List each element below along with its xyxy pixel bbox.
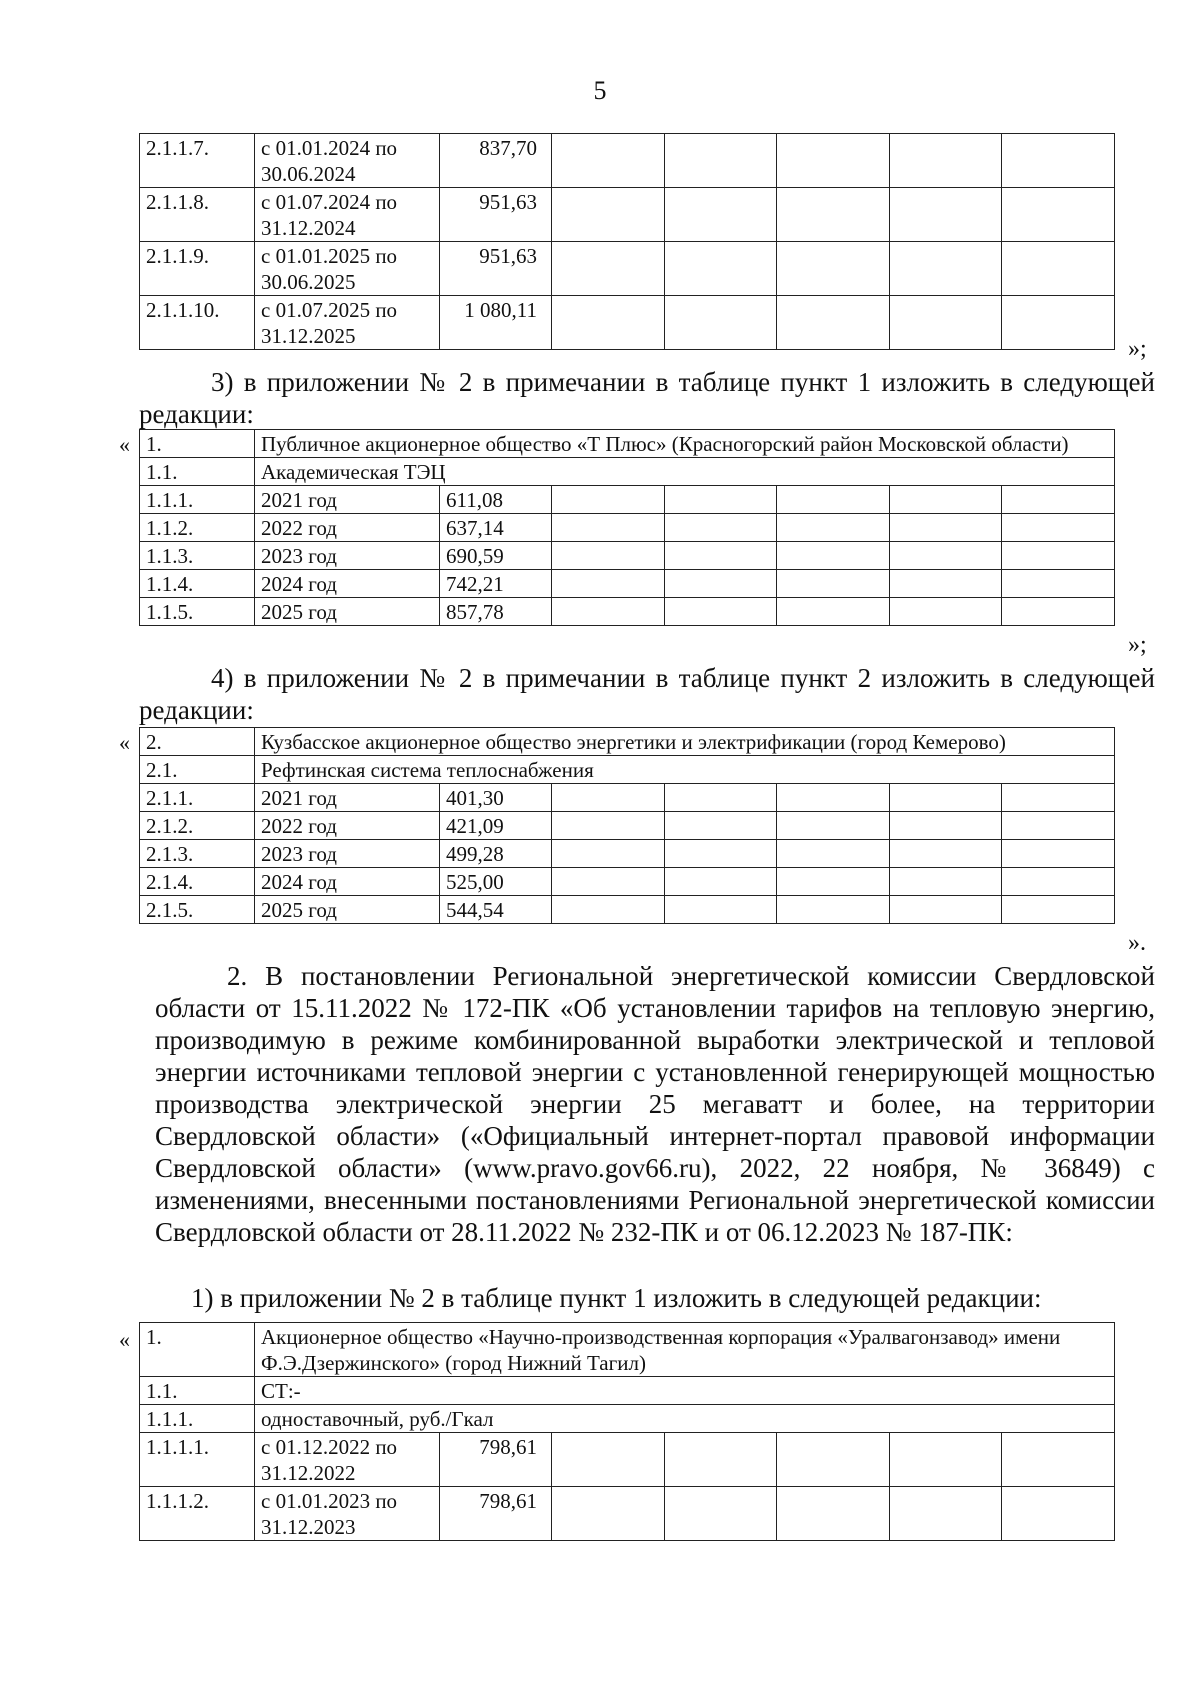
- empty-cell: [1002, 188, 1115, 242]
- empty-cell: [777, 486, 890, 514]
- table-row: [140, 570, 1115, 598]
- year-cell: 2025 год: [255, 598, 440, 626]
- item-code: 1.1.1.2.: [140, 1487, 255, 1541]
- period-start: с 01.07.2024 по: [261, 190, 398, 214]
- empty-cell: [665, 812, 777, 840]
- empty-cell: [552, 784, 665, 812]
- tariff-value: 857,78: [440, 598, 552, 626]
- item-code: 2.1.3.: [140, 840, 255, 868]
- tariff-value: 499,28: [440, 840, 552, 868]
- empty-cell: [1002, 812, 1115, 840]
- empty-cell: [1002, 542, 1115, 570]
- table-row: [140, 188, 1115, 242]
- empty-cell: [890, 134, 1002, 188]
- closing-quote: ».: [1128, 930, 1146, 956]
- empty-cell: [777, 134, 890, 188]
- empty-cell: [1002, 1433, 1115, 1487]
- item-code: 1.: [140, 1323, 255, 1377]
- period-cell: [255, 134, 440, 188]
- item-code: 2.1.2.: [140, 812, 255, 840]
- empty-cell: [552, 570, 665, 598]
- kuzbass-table: [139, 727, 1115, 924]
- table-row: [140, 598, 1115, 626]
- item-code: 2.: [140, 728, 255, 756]
- page-number: 5: [593, 76, 607, 105]
- empty-cell: [777, 812, 890, 840]
- year-cell: 2024 год: [255, 570, 440, 598]
- empty-cell: [890, 784, 1002, 812]
- empty-cell: [777, 1487, 890, 1541]
- empty-cell: [552, 296, 665, 350]
- uralvagonzavod-table: [139, 1322, 1115, 1541]
- opening-quote: «: [119, 432, 130, 457]
- empty-cell: [665, 840, 777, 868]
- year-cell: 2023 год: [255, 840, 440, 868]
- item-code: 2.1.: [140, 756, 255, 784]
- empty-cell: [777, 514, 890, 542]
- tariff-value: 637,14: [440, 514, 552, 542]
- table-row: [140, 542, 1115, 570]
- empty-cell: [1002, 784, 1115, 812]
- empty-cell: [1002, 296, 1115, 350]
- period-end: 31.12.2022: [261, 1461, 356, 1485]
- item-code: 2.1.5.: [140, 896, 255, 924]
- amendment-item-3: 3) в приложении № 2 в примечании в таблице пункт 1 изложить в следующей редакции:: [139, 367, 1155, 429]
- tariff-value: 421,09: [440, 812, 552, 840]
- empty-cell: [777, 570, 890, 598]
- year-cell: 2023 год: [255, 542, 440, 570]
- empty-cell: [552, 896, 665, 924]
- empty-cell: [665, 570, 777, 598]
- empty-cell: [777, 188, 890, 242]
- item-code: 1.1.2.: [140, 514, 255, 542]
- empty-cell: [552, 1433, 665, 1487]
- year-cell: 2022 год: [255, 514, 440, 542]
- item-code: 2.1.4.: [140, 868, 255, 896]
- empty-cell: [552, 812, 665, 840]
- empty-cell: [552, 486, 665, 514]
- empty-cell: [890, 868, 1002, 896]
- organization-name: Публичное акционерное общество «Т Плюс» (Красногорский район Московской области): [255, 430, 1115, 458]
- organization-name: Кузбасское акционерное общество энергетики и электрификации (город Кемерово): [255, 728, 1115, 756]
- table-row: [140, 296, 1115, 350]
- empty-cell: [665, 296, 777, 350]
- empty-cell: [890, 242, 1002, 296]
- empty-cell: [665, 896, 777, 924]
- item-code: 1.1.1.1.: [140, 1433, 255, 1487]
- tariff-value: 798,61: [440, 1487, 552, 1541]
- empty-cell: [890, 812, 1002, 840]
- section-2-text: 2. В постановлении Региональной энергетической комиссии Свердловской области от 15.11.2022 № 172-ПК «Об установлении тарифов на тепловую энергию, производимую в режиме комбинированной выработки электрической и тепловой энергии источниками тепловой энергии с установленной генерирующей мощностью производства электрической энергии 25 мегаватт и более, на территории Свердловской области» («Официальный интернет-портал правовой информации Свердловской области» (www.pravo.gov66.ru), 2022, 22 ноября, № 36849) с изменениями, внесенными постановлениями Региональной энергетической комиссии Свердловской области от 28.11.2022 № 232-ПК и от 06.12.2023 № 187-ПК:: [155, 961, 1155, 1247]
- item-code: 2.1.1.7.: [140, 134, 255, 188]
- tariff-value: 837,70: [440, 134, 552, 188]
- empty-cell: [777, 296, 890, 350]
- tariff-value: 401,30: [440, 784, 552, 812]
- table-row: [140, 812, 1115, 840]
- empty-cell: [552, 1487, 665, 1541]
- empty-cell: [665, 514, 777, 542]
- empty-cell: [777, 784, 890, 812]
- period-start: с 01.01.2025 по: [261, 244, 398, 268]
- empty-cell: [890, 840, 1002, 868]
- item-code: 2.1.1.9.: [140, 242, 255, 296]
- period-start: с 01.01.2024 по: [261, 136, 398, 160]
- table-row: [140, 840, 1115, 868]
- period-end: 31.12.2024: [261, 216, 356, 240]
- empty-cell: [1002, 598, 1115, 626]
- table-row: [140, 486, 1115, 514]
- amendment-item-4: 4) в приложении № 2 в примечании в таблице пункт 2 изложить в следующей редакции:: [139, 663, 1155, 725]
- closing-quote: »;: [1128, 632, 1147, 658]
- organization-name: Акционерное общество «Научно-производственная корпорация «Уралвагонзавод» имени Ф.Э.Дзержинского» (город Нижний Тагил): [255, 1323, 1115, 1377]
- item-code: 1.1.1.: [140, 1405, 255, 1433]
- period-cell: [255, 1433, 440, 1487]
- period-start: с 01.12.2022 по: [261, 1435, 398, 1459]
- empty-cell: [665, 868, 777, 896]
- period-start: с 01.01.2023 по: [261, 1489, 398, 1513]
- empty-cell: [890, 542, 1002, 570]
- period-start: с 01.07.2025 по: [261, 298, 398, 322]
- empty-cell: [890, 486, 1002, 514]
- plant-name: Академическая ТЭЦ: [255, 458, 1115, 486]
- empty-cell: [777, 242, 890, 296]
- tariff-table-continuation: [139, 133, 1115, 350]
- tariff-value: 611,08: [440, 486, 552, 514]
- tariff-value: 690,59: [440, 542, 552, 570]
- empty-cell: [1002, 486, 1115, 514]
- empty-cell: [1002, 514, 1115, 542]
- closing-quote: »;: [1128, 336, 1147, 362]
- item-code: 2.1.1.10.: [140, 296, 255, 350]
- empty-cell: [777, 598, 890, 626]
- period-end: 30.06.2025: [261, 270, 356, 294]
- empty-cell: [552, 598, 665, 626]
- period-cell: [255, 1487, 440, 1541]
- empty-cell: [665, 486, 777, 514]
- empty-cell: [777, 1433, 890, 1487]
- empty-cell: [1002, 570, 1115, 598]
- empty-cell: [777, 896, 890, 924]
- year-cell: 2021 год: [255, 784, 440, 812]
- system-name: Рефтинская система теплоснабжения: [255, 756, 1115, 784]
- tariff-value: 798,61: [440, 1433, 552, 1487]
- tariff-value: 525,00: [440, 868, 552, 896]
- amendment-item-1: 1) в приложении № 2 в таблице пункт 1 изложить в следующей редакции:: [191, 1283, 1042, 1313]
- period-cell: [255, 242, 440, 296]
- empty-cell: [665, 784, 777, 812]
- table-row: [140, 242, 1115, 296]
- empty-cell: [1002, 242, 1115, 296]
- tariff-value: 951,63: [440, 242, 552, 296]
- table-row: [140, 134, 1115, 188]
- table-row: [140, 868, 1115, 896]
- empty-cell: [890, 570, 1002, 598]
- year-cell: 2021 год: [255, 486, 440, 514]
- period-end: 31.12.2025: [261, 324, 356, 348]
- empty-cell: [890, 598, 1002, 626]
- table-row: [140, 514, 1115, 542]
- empty-cell: [777, 542, 890, 570]
- item-code: 1.1.3.: [140, 542, 255, 570]
- empty-cell: [665, 542, 777, 570]
- empty-cell: [1002, 840, 1115, 868]
- item-code: 1.1.: [140, 1377, 255, 1405]
- empty-cell: [777, 840, 890, 868]
- year-cell: 2024 год: [255, 868, 440, 896]
- empty-cell: [665, 1433, 777, 1487]
- opening-quote: «: [119, 1327, 130, 1352]
- empty-cell: [552, 542, 665, 570]
- empty-cell: [665, 188, 777, 242]
- table-row: [140, 1487, 1115, 1541]
- empty-cell: [890, 1487, 1002, 1541]
- empty-cell: [552, 134, 665, 188]
- period-cell: [255, 188, 440, 242]
- period-end: 30.06.2024: [261, 162, 356, 186]
- empty-cell: [665, 598, 777, 626]
- tariff-type: одноставочный, руб./Гкал: [255, 1405, 1115, 1433]
- empty-cell: [1002, 1487, 1115, 1541]
- item-code: 1.1.4.: [140, 570, 255, 598]
- tariff-value: 742,21: [440, 570, 552, 598]
- period-end: 31.12.2023: [261, 1515, 356, 1539]
- empty-cell: [552, 514, 665, 542]
- empty-cell: [890, 514, 1002, 542]
- table-row: [140, 784, 1115, 812]
- empty-cell: [665, 1487, 777, 1541]
- empty-cell: [665, 134, 777, 188]
- tariff-value: 544,54: [440, 896, 552, 924]
- table-row: [140, 896, 1115, 924]
- empty-cell: [665, 242, 777, 296]
- item-code: 1.1.1.: [140, 486, 255, 514]
- empty-cell: [890, 1433, 1002, 1487]
- empty-cell: [890, 188, 1002, 242]
- t-plus-table: [139, 429, 1115, 626]
- period-cell: [255, 296, 440, 350]
- empty-cell: [890, 896, 1002, 924]
- item-code: 1.1.: [140, 458, 255, 486]
- tariff-value: 951,63: [440, 188, 552, 242]
- empty-cell: [777, 868, 890, 896]
- item-code: 2.1.1.8.: [140, 188, 255, 242]
- empty-cell: [1002, 868, 1115, 896]
- empty-cell: [1002, 896, 1115, 924]
- tariff-value: 1 080,11: [440, 296, 552, 350]
- opening-quote: «: [119, 730, 130, 755]
- empty-cell: [552, 242, 665, 296]
- empty-cell: [552, 840, 665, 868]
- item-code: 2.1.1.: [140, 784, 255, 812]
- empty-cell: [1002, 134, 1115, 188]
- table-row: [140, 1433, 1115, 1487]
- year-cell: 2025 год: [255, 896, 440, 924]
- item-code: 1.: [140, 430, 255, 458]
- empty-cell: [890, 296, 1002, 350]
- year-cell: 2022 год: [255, 812, 440, 840]
- item-code: 1.1.5.: [140, 598, 255, 626]
- empty-cell: [552, 868, 665, 896]
- category-label: СТ:-: [255, 1377, 1115, 1405]
- empty-cell: [552, 188, 665, 242]
